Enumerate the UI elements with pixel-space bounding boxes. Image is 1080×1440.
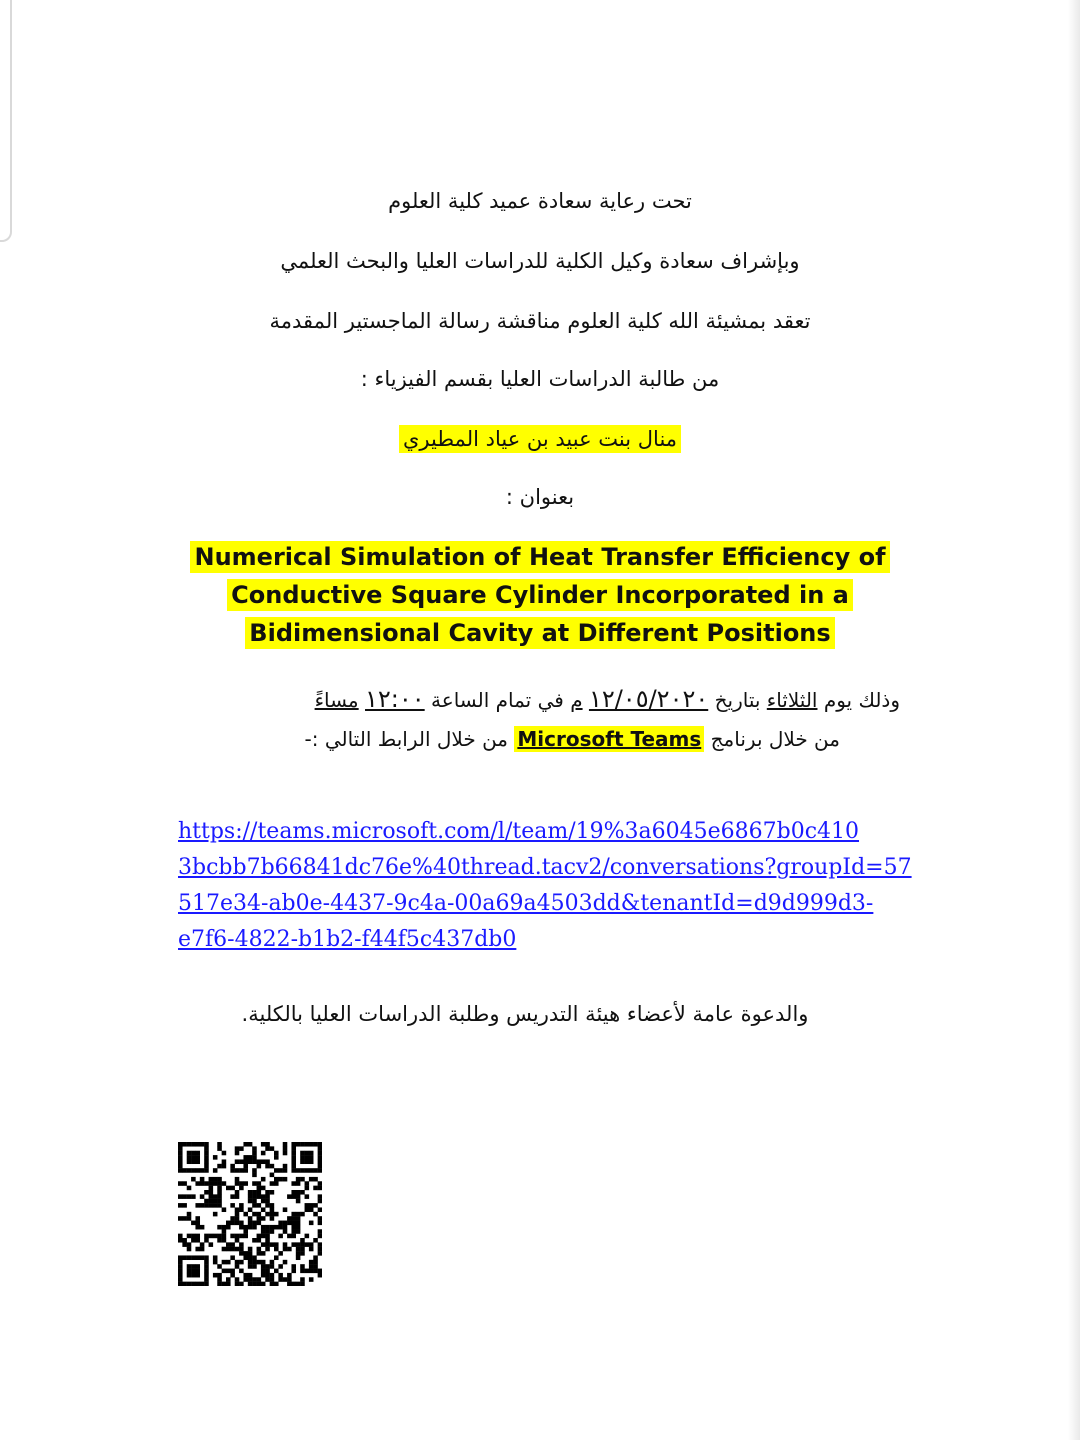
teams-link-line-1[interactable]: https://teams.microsoft.com/l/team/19%3a6045e6867b0c410 (178, 819, 860, 844)
schedule-time-word: في تمام الساعة (431, 688, 564, 712)
schedule-date-suffix: م (570, 688, 583, 712)
page-corner-fold (0, 0, 12, 242)
page-edge-shadow (1068, 0, 1080, 1440)
schedule-line (150, 682, 900, 717)
thesis-title (150, 538, 930, 652)
schedule-date-word: بتاريخ (714, 688, 761, 712)
title-label: بعنوان : (505, 485, 575, 509)
schedule-time: ١٢:٠٠ (365, 685, 425, 713)
teams-link[interactable] (178, 814, 918, 958)
thesis-title-line-1: Numerical Simulation of Heat Transfer Efficiency of (190, 541, 889, 573)
qr-code (178, 1142, 322, 1286)
teams-link-line-4[interactable]: e7f6-4822-b1b2-f44f5c437db0 (178, 927, 517, 952)
via-link-text: من خلال الرابط التالي :- (304, 727, 509, 751)
supervision-line: وبإشراف سعادة وكيل الكلية للدراسات العليا والبحث العلمي (280, 249, 800, 273)
invitation-line: والدعوة عامة لأعضاء هيئة التدريس وطلبة الدراسات العليا بالكلية. (241, 1002, 809, 1026)
announcement-line: تعقد بمشيئة الله كلية العلوم مناقشة رسالة الماجستير المقدمة (269, 309, 811, 333)
schedule-prefix: وذلك يوم (823, 688, 900, 712)
patronage-line: تحت رعاية سعادة عميد كلية العلوم (388, 189, 692, 213)
student-name-line (340, 424, 740, 454)
schedule-evening: مساءً (314, 688, 359, 712)
program-name: Microsoft Teams (514, 726, 704, 752)
via-program-text: من خلال برنامج (710, 727, 840, 751)
student-name: منال بنت عبيد بن عياد المطيري (399, 425, 681, 453)
teams-link-line-3[interactable]: 517e34-ab0e-4437-9c4a-00a69a4503dd&tenantId=d9d999d3- (178, 891, 874, 916)
thesis-title-line-3: Bidimensional Cavity at Different Positions (245, 617, 834, 649)
thesis-title-line-2: Conductive Square Cylinder Incorporated in a (227, 579, 853, 611)
schedule-date: ١٢/٠٥/٢٠٢٠ (588, 685, 709, 713)
student-department-line: من طالبة الدراسات العليا بقسم الفيزياء : (360, 367, 720, 391)
qr-code-graphic (178, 1142, 322, 1286)
program-line (180, 722, 840, 756)
schedule-day: الثلاثاء (766, 688, 818, 712)
teams-link-line-2[interactable]: 3bcbb7b66841dc76e%40thread.tacv2/conversations?groupId=57 (178, 855, 912, 880)
